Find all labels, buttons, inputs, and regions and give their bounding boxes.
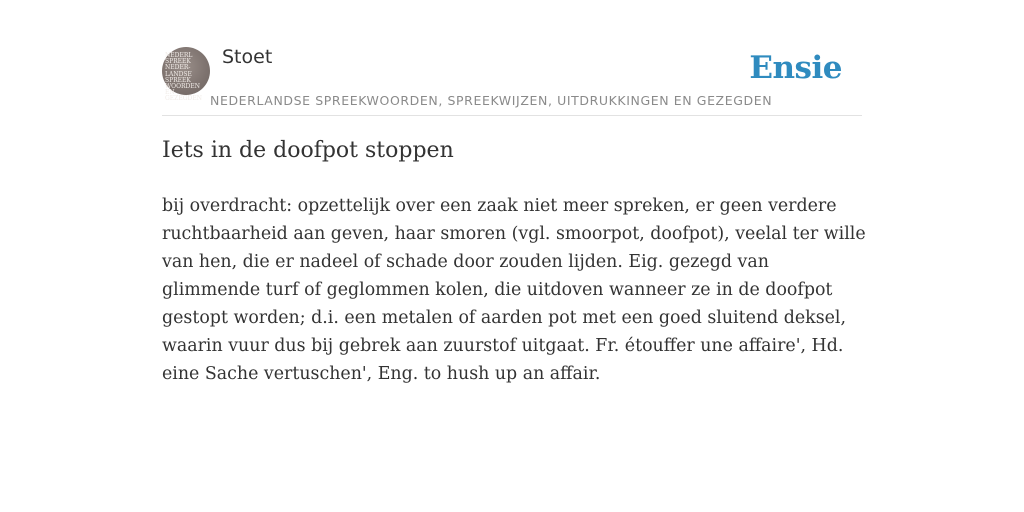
- avatar[interactable]: [162, 47, 210, 103]
- entry-title: Iets in de doofpot stoppen: [162, 138, 454, 163]
- avatar-cover-text: NEDERL SPREEK NEDER- LANDSE SPREEK WOORDEN EN GEZEGDEN: [165, 52, 202, 103]
- entry-definition: bij overdracht: opzettelijk over een zaak niet meer spreken, er geen verdere ruchtbaarheid aan geven, haar smoren (vgl. smoorpot, doofpot), veelal ter wille van hen, die er nadeel of schade door zouden lijden. Eig. gezegd van glimmende turf of geglommen kolen, die uitdoven wanneer ze in de doofpot gestopt worden; d.i. een metalen of aarden pot met een goed sluitend deksel, waarin vuur dus bij gebrek aan zuurstof uitgaat. Fr. étouffer une affaire', Hd. eine Sache vertuschen', Eng. to hush up an affair.: [162, 196, 866, 384]
- author-name[interactable]: Stoet: [222, 46, 273, 68]
- source-subtitle[interactable]: NEDERLANDSE SPREEKWOORDEN, SPREEKWIJZEN, UITDRUKKINGEN EN GEZEGDEN: [210, 93, 773, 108]
- page-container: [162, 0, 866, 512]
- brand-logo[interactable]: Ensie: [749, 50, 842, 86]
- header: [162, 0, 862, 116]
